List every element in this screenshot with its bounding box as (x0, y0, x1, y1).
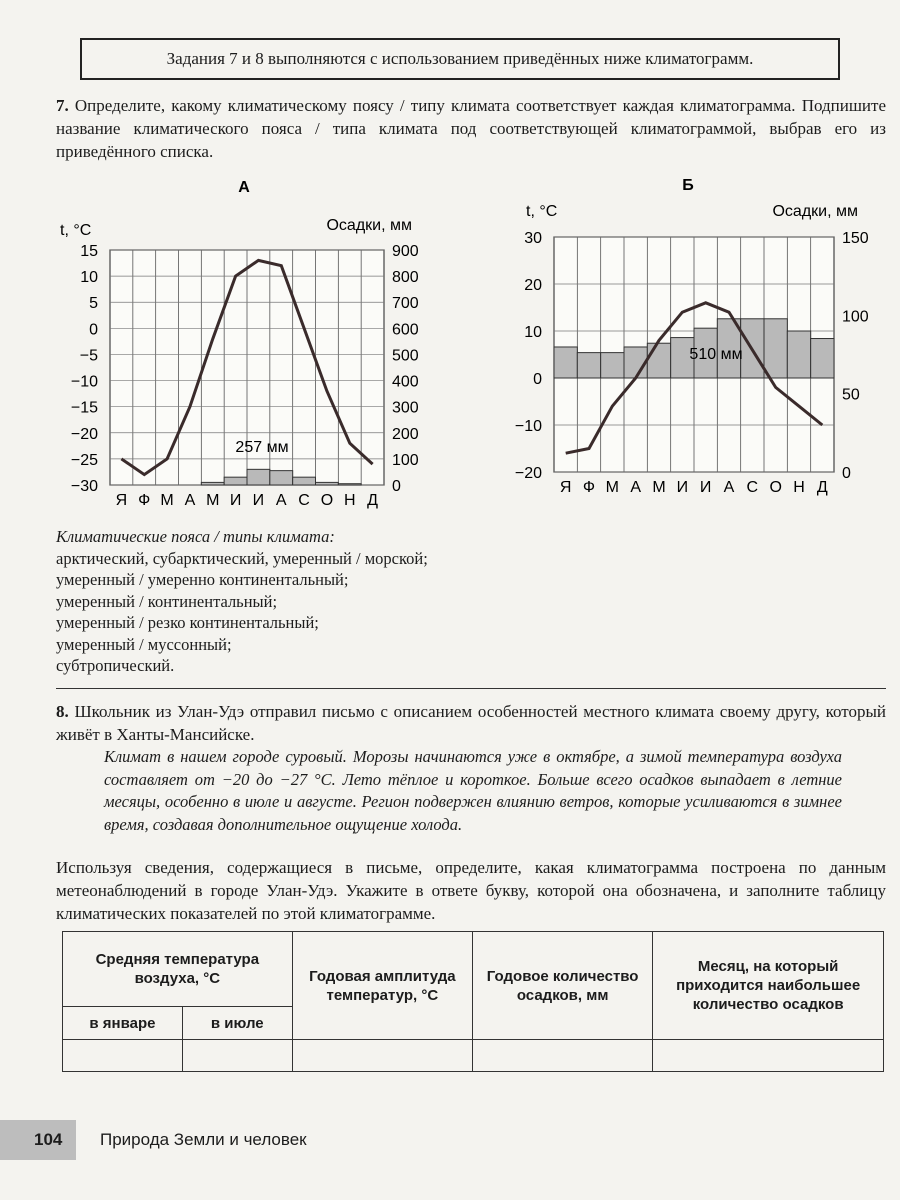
a-right-tick-label: 100 (392, 451, 419, 469)
a-left-tick-label: −15 (70, 399, 98, 417)
a-month-label: С (298, 492, 310, 509)
answer-cell-month[interactable] (653, 1040, 884, 1072)
b-precip-bar (577, 353, 600, 378)
a-right-tick-label: 500 (392, 347, 419, 365)
b-month-label: Я (559, 479, 572, 496)
a-right-tick-label: 700 (392, 295, 419, 313)
footer-title: Природа Земли и человек (100, 1130, 307, 1149)
a-left-tick-label: 5 (89, 295, 98, 313)
a-precip-bar (316, 482, 339, 485)
b-right-tick-label: 150 (842, 230, 869, 247)
a-left-tick-label: 0 (89, 321, 98, 339)
b-precip-bar (811, 339, 834, 378)
a-month-label: М (206, 492, 220, 509)
a-month-label: Я (115, 492, 128, 509)
a-right-tick-label: 300 (392, 399, 419, 417)
a-left-tick-label: −25 (70, 451, 98, 469)
a-month-label: Н (343, 492, 356, 509)
task8-block (56, 700, 886, 746)
a-right-tick-label: 800 (392, 269, 419, 287)
b-right-tick-label: 50 (842, 386, 860, 404)
b-month-label: О (769, 479, 782, 496)
a-precip-bar (224, 477, 247, 485)
chart-b-left-axis-label: t, °C (526, 203, 558, 220)
chart-b-annotation: 510 мм (689, 346, 743, 363)
answer-cell-july[interactable] (182, 1040, 292, 1072)
a-right-tick-label: 900 (392, 243, 419, 260)
a-precip-bar (201, 482, 224, 485)
b-month-label: И (699, 479, 712, 496)
b-right-tick-label: 0 (842, 465, 851, 482)
a-right-tick-label: 400 (392, 373, 419, 391)
b-month-label: А (630, 479, 642, 496)
chart-a-left-axis-label: t, °C (60, 222, 92, 239)
a-month-label: И (229, 492, 242, 509)
climate-item: умеренный / умеренно континентальный; (56, 570, 349, 589)
chart-a-right-axis-label: Осадки, мм (326, 217, 412, 234)
b-left-tick-label: 0 (533, 371, 542, 388)
letter-quote: Климат в нашем городе суровый. Морозы начинаются уже в октябре, а зимой температура воздуха составляет от −20 до −27 °C. Лето тёплое и короткое. Больше всего осадков выпадает в летние месяцы, особенно в июле и августе. Регион подвержен влиянию ветров, которые усиливаются в зимнее время, создавая дополнительное ощущение холода. (104, 747, 842, 834)
task8-instruction: Используя сведения, содержащиеся в письме, определите, какая климатограмма построена по данным метеонаблюдений в городе Улан-Удэ. Укажите в ответе букву, которой она обозначена, и заполните таблицу климатических показателей по этой климатограмме. (56, 858, 886, 923)
section-divider (56, 688, 886, 689)
a-right-tick-label: 0 (392, 478, 401, 495)
a-left-tick-label: −30 (70, 478, 98, 495)
a-precip-bar (247, 469, 270, 485)
answer-cell-amplitude[interactable] (292, 1040, 472, 1072)
a-month-label: И (252, 492, 265, 509)
b-month-label: М (652, 479, 666, 496)
b-month-label: Ф (582, 479, 596, 496)
table-header-temp: Средняя температура воздуха, °C (63, 932, 293, 1007)
task7-text: Определите, какому климатическому поясу / типу климата соответствует каждая климатограмма. Подпишите название климатического пояса / типа климата под соответствующей климатограммой, выбрав его из приведённого списка. (56, 96, 886, 161)
a-precip-bar (293, 477, 316, 485)
a-right-tick-label: 600 (392, 321, 419, 339)
table-header-january: в январе (63, 1007, 183, 1040)
task7-block (56, 94, 886, 163)
b-month-label: Д (816, 479, 828, 496)
table-header-amplitude: Годовая амплитуда температур, °C (292, 932, 472, 1040)
chart-a-title: А (238, 179, 250, 196)
chart-b-right-axis-label: Осадки, мм (772, 203, 858, 220)
task7-number: 7. (56, 96, 69, 115)
climate-item: умеренный / континентальный; (56, 591, 278, 611)
intro-box (80, 38, 840, 80)
answer-table (62, 931, 884, 1072)
b-month-label: И (676, 479, 689, 496)
table-header-july: в июле (182, 1007, 292, 1040)
chart-a-annotation: 257 мм (235, 439, 289, 456)
b-month-label: Н (793, 479, 805, 496)
climate-item: умеренный / резко континентальный; (56, 613, 319, 632)
task8-number: 8. (56, 702, 69, 721)
a-month-label: О (320, 492, 334, 509)
b-month-label: М (605, 479, 619, 496)
climate-item: субтропический. (56, 656, 175, 675)
a-month-label: М (160, 492, 174, 509)
intro-text: Задания 7 и 8 выполняются с использованием приведённых ниже климатограмм. (166, 49, 754, 68)
chart-b-title: Б (682, 177, 694, 194)
b-left-tick-label: 10 (524, 324, 542, 341)
a-right-tick-label: 200 (392, 425, 419, 443)
climate-item: умеренный / муссонный; (56, 634, 232, 654)
a-precip-bar (338, 484, 361, 485)
a-precip-bar (270, 471, 293, 485)
a-left-tick-label: 10 (80, 269, 98, 287)
b-precip-bar (554, 347, 577, 378)
b-right-tick-label: 100 (842, 308, 869, 326)
answer-cell-precip[interactable] (472, 1040, 652, 1072)
b-month-label: А (723, 479, 735, 496)
climate-list-title: Климатические пояса / типы климата: (56, 527, 335, 546)
b-left-tick-label: −10 (514, 418, 542, 435)
b-precip-bar (787, 331, 810, 378)
climate-list (56, 526, 428, 677)
b-month-label: С (746, 479, 759, 496)
a-month-label: А (275, 492, 287, 509)
table-header-month: Месяц, на который приходится наибольшее количество осадков (653, 932, 884, 1040)
chart-b (470, 170, 890, 510)
a-left-tick-label: −20 (70, 425, 98, 443)
b-left-tick-label: 30 (524, 230, 542, 247)
a-left-tick-label: 15 (80, 243, 98, 260)
a-left-tick-label: −5 (79, 347, 98, 365)
a-left-tick-label: −10 (70, 373, 98, 391)
table-header-precip: Годовое количество осадков, мм (472, 932, 652, 1040)
chart-a (40, 170, 460, 510)
b-precip-bar (647, 343, 670, 378)
b-left-tick-label: −20 (514, 465, 542, 482)
b-precip-bar (601, 353, 624, 378)
page-number: 104 (34, 1130, 63, 1149)
a-month-label: А (184, 492, 196, 509)
task8-text: Школьник из Улан-Удэ отправил письмо с описанием особенностей местного климата своему другу, который живёт в Ханты-Мансийске. (56, 702, 886, 744)
climate-item: арктический, субарктический, умеренный / морской; (56, 548, 428, 568)
a-month-label: Д (367, 492, 379, 509)
b-precip-bar (764, 319, 787, 378)
a-month-label: Ф (138, 492, 151, 509)
b-left-tick-label: 20 (524, 277, 542, 294)
answer-cell-january[interactable] (63, 1040, 183, 1072)
